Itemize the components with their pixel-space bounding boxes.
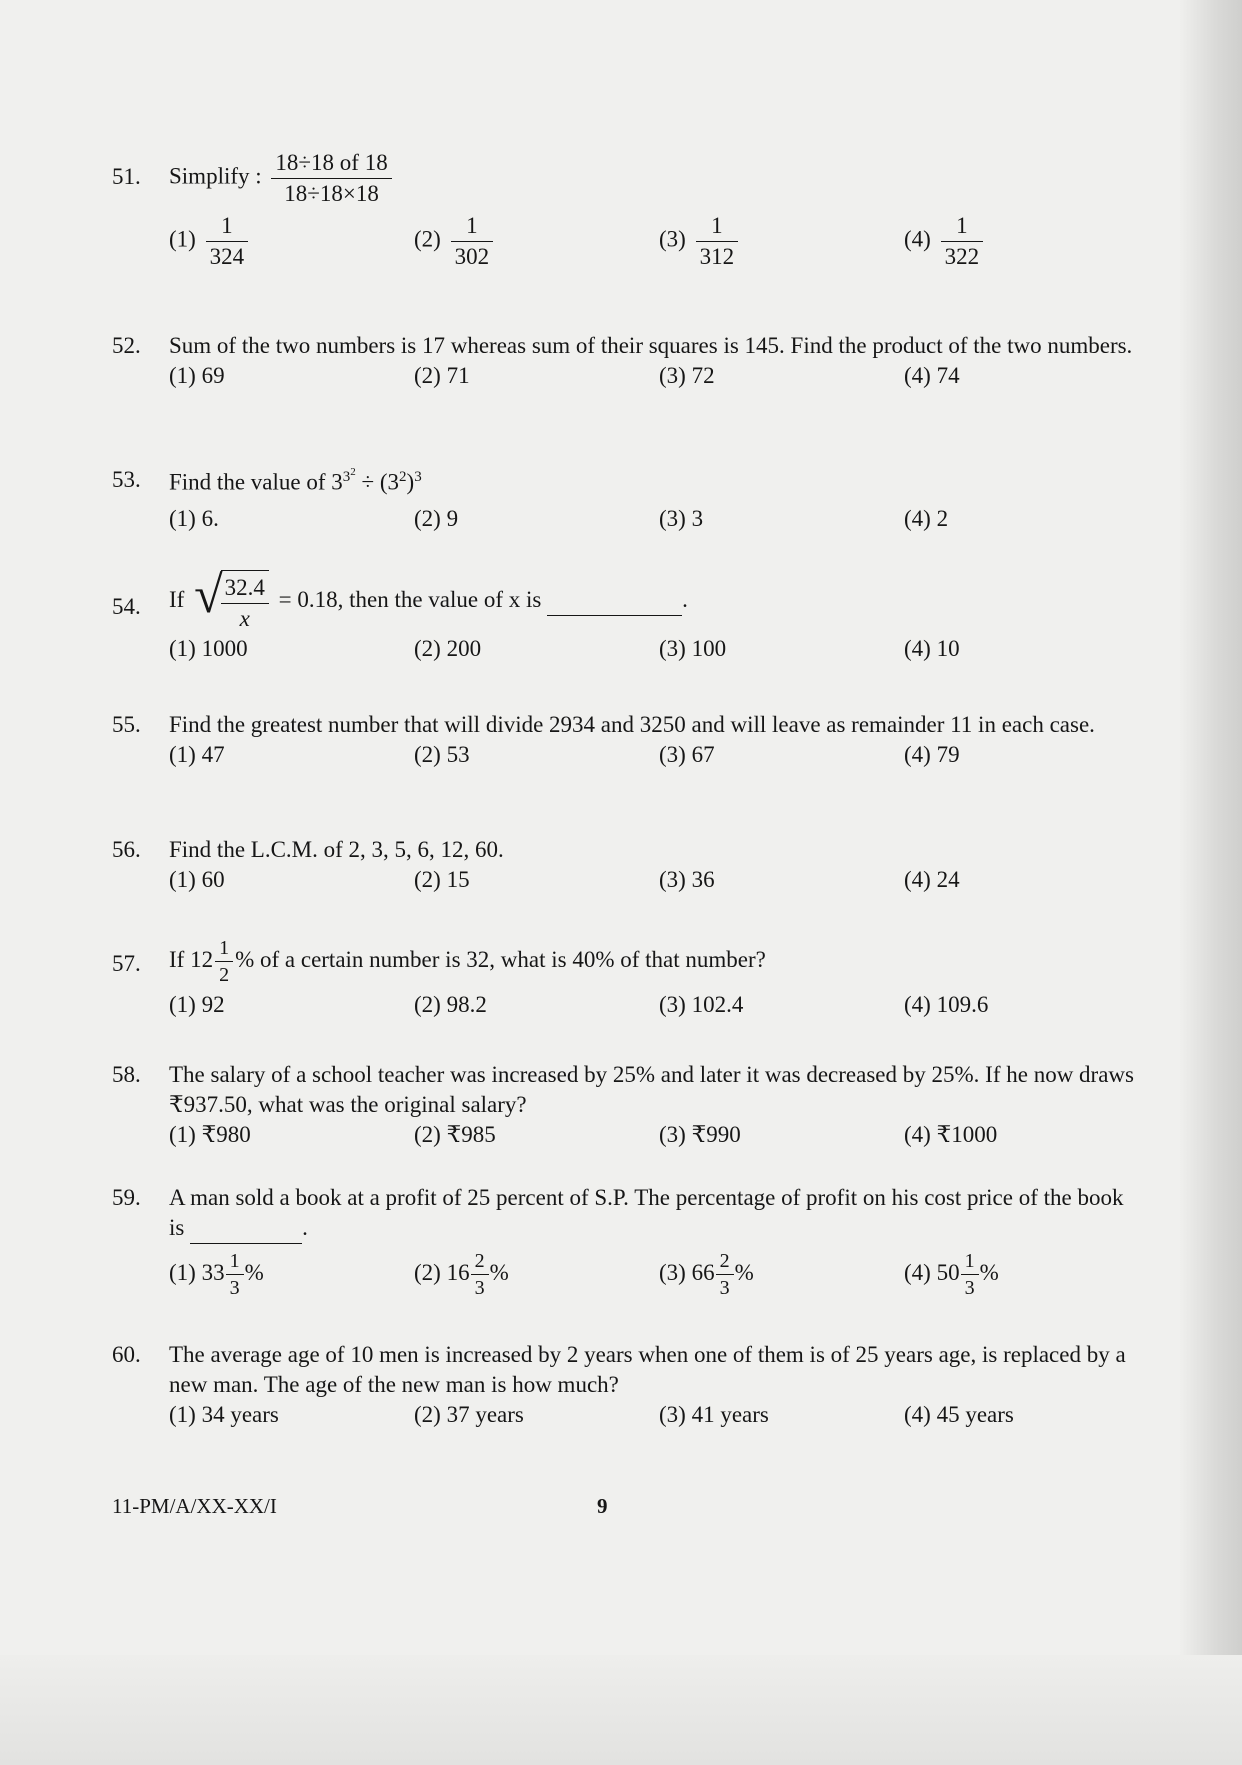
page-footer	[112, 1493, 1142, 1523]
fraction-denominator: 3	[229, 1276, 240, 1299]
question-text	[169, 148, 1142, 209]
fraction-numerator: 2	[716, 1248, 734, 1275]
answer-options	[169, 211, 1142, 273]
question-number: 53.	[112, 467, 141, 492]
question-text	[169, 465, 1142, 498]
option-2[interactable]: (2) 9	[414, 505, 459, 531]
option-4[interactable]: (4) 10	[904, 635, 960, 661]
answer-blank	[190, 1213, 302, 1244]
expression-divide: ÷ (3	[355, 469, 400, 495]
square-root	[194, 567, 269, 634]
question-number: 54.	[112, 594, 141, 619]
answer-blank	[547, 585, 682, 616]
answer-options	[169, 865, 1142, 897]
question-if: If	[169, 587, 185, 613]
option-4[interactable]: (4) 45 years	[904, 1401, 1014, 1427]
option-2[interactable]: (2) 53	[414, 741, 470, 767]
question-end: .	[302, 1214, 308, 1240]
answer-options	[169, 361, 1142, 393]
question-53	[112, 465, 1142, 536]
question-body: A man sold a book at a profit of 25 percent of S.P. The percentage of profit on his cost price of the book is	[169, 1185, 1124, 1240]
option-3[interactable]	[659, 1248, 754, 1301]
option-2[interactable]	[414, 1248, 509, 1301]
fraction-denominator: 324	[209, 243, 245, 269]
option-fraction	[206, 211, 249, 272]
answer-options	[169, 634, 1142, 666]
answer-options	[169, 1248, 1142, 1310]
option-1[interactable]: (1) 60	[169, 866, 225, 892]
option-number: (1)	[169, 226, 196, 252]
option-3[interactable]: (3) 67	[659, 741, 715, 767]
question-rest: = 0.18, then the value of x is	[278, 587, 542, 613]
fraction-denominator: 3	[719, 1276, 730, 1299]
exponent: 3	[342, 469, 351, 485]
option-2[interactable]	[414, 211, 497, 272]
question-text: The salary of a school teacher was increased by 25% and later it was decreased by 25%. If he now draws ₹937.50, what was the original salary?	[169, 1062, 1134, 1117]
option-1[interactable]: (1) 92	[169, 992, 225, 1017]
expression-close: )	[406, 469, 415, 495]
mixed-fraction	[716, 1248, 734, 1301]
option-number: (3)	[659, 226, 686, 252]
question-text	[169, 1183, 1142, 1244]
percent-sign: %	[244, 1259, 264, 1285]
option-2[interactable]: (2) 200	[414, 635, 482, 661]
answer-options	[169, 990, 1142, 1022]
option-1[interactable]	[169, 1248, 264, 1301]
question-52	[112, 331, 1142, 393]
sqrt-fraction	[221, 573, 269, 634]
fraction-denominator: x	[239, 605, 250, 631]
percent-sign: %	[979, 1259, 999, 1285]
mixed-whole: 16	[446, 1259, 470, 1285]
option-1[interactable]: (1) 69	[169, 362, 225, 388]
mixed-whole: 12	[190, 946, 214, 972]
question-number: 59.	[112, 1185, 141, 1210]
exponent: 2	[350, 466, 356, 478]
fraction-numerator: 1	[215, 935, 233, 962]
option-2[interactable]: (2) 98.2	[414, 992, 487, 1017]
expression-base: Find the value of 3	[169, 469, 343, 495]
mixed-fraction	[215, 935, 233, 988]
sqrt-icon: √	[194, 567, 223, 624]
page-number: 9	[597, 1494, 608, 1518]
question-text: Find the greatest number that will divide 2934 and 3250 and will leave as remainder 11 in each case.	[169, 712, 1095, 737]
option-4[interactable]: (4) 109.6	[904, 992, 989, 1017]
mixed-whole: 50	[936, 1259, 960, 1285]
answer-options	[169, 504, 1142, 536]
mixed-fraction	[961, 1248, 979, 1301]
option-4[interactable]	[904, 211, 987, 272]
option-number: (2)	[414, 226, 441, 252]
option-3[interactable]: (3) 36	[659, 866, 715, 892]
mixed-fraction	[471, 1248, 489, 1301]
option-number: (2)	[414, 1259, 441, 1285]
percent-sign: %	[734, 1259, 754, 1285]
mixed-whole: 33	[201, 1259, 225, 1285]
percent-sign: %	[489, 1259, 509, 1285]
option-1[interactable]: (1) 47	[169, 741, 225, 767]
paper-code: 11-PM/A/XX-XX/I	[112, 1494, 277, 1518]
question-56	[112, 835, 1142, 897]
question-number: 51.	[112, 164, 141, 189]
answer-options	[169, 740, 1142, 772]
fraction-numerator: 32.4	[221, 573, 269, 604]
fraction-denominator: 2	[219, 964, 230, 986]
option-1[interactable]: (1) ₹980	[169, 1121, 251, 1147]
option-number: (4)	[904, 1259, 931, 1285]
option-2[interactable]: (2) 37 years	[414, 1401, 524, 1427]
option-2[interactable]: (2) 15	[414, 866, 470, 892]
fraction-numerator: 1	[961, 1248, 979, 1275]
fraction-numerator: 1	[451, 211, 494, 242]
option-number: (4)	[904, 226, 931, 252]
question-text: Sum of the two numbers is 17 whereas sum of their squares is 145. Find the product of the two numbers.	[169, 333, 1133, 358]
question-end: .	[682, 587, 688, 613]
fraction-numerator: 1	[941, 211, 984, 242]
question-number: 60.	[112, 1342, 141, 1367]
option-4[interactable]	[904, 1248, 999, 1301]
option-fraction	[941, 211, 984, 272]
question-number: 57.	[112, 951, 141, 976]
option-3[interactable]: (3) 3	[659, 505, 704, 531]
question-number: 56.	[112, 837, 141, 862]
question-rest: % of a certain number is 32, what is 40% of that number?	[235, 946, 766, 972]
question-60	[112, 1340, 1142, 1432]
question-55	[112, 710, 1142, 772]
option-1[interactable]: (1) 34 years	[169, 1401, 279, 1427]
option-3[interactable]: (3) ₹990	[659, 1121, 741, 1147]
question-text	[169, 935, 1142, 988]
exponent: 2	[399, 469, 407, 485]
answer-options	[169, 1400, 1142, 1432]
question-label: Simplify :	[169, 163, 262, 189]
option-4[interactable]: (4) 74	[904, 362, 960, 388]
question-59	[112, 1183, 1142, 1310]
fraction-numerator: 2	[471, 1248, 489, 1275]
option-fraction	[451, 211, 494, 272]
option-1[interactable]	[169, 211, 252, 272]
exponent: 3	[414, 469, 422, 485]
fraction-numerator: 1	[696, 211, 739, 242]
question-if: If	[169, 946, 185, 972]
option-number: (3)	[659, 1259, 686, 1285]
option-3[interactable]	[659, 211, 742, 272]
mixed-fraction	[226, 1248, 244, 1301]
question-number: 52.	[112, 333, 141, 358]
fraction-numerator: 1	[226, 1248, 244, 1275]
question-text: Find the L.C.M. of 2, 3, 5, 6, 12, 60.	[169, 837, 504, 862]
option-4[interactable]: (4) 24	[904, 866, 960, 892]
option-3[interactable]: (3) 72	[659, 362, 715, 388]
answer-options	[169, 1120, 1142, 1152]
question-number: 55.	[112, 712, 141, 737]
question-51	[112, 148, 1142, 273]
option-3[interactable]: (3) 41 years	[659, 1401, 769, 1427]
fraction-denominator: 18÷18×18	[284, 180, 379, 206]
option-4[interactable]: (4) 2	[904, 505, 949, 531]
question-text: The average age of 10 men is increased by 2 years when one of them is of 25 years age, is replaced by a new man. The age of the new man is how much?	[169, 1342, 1126, 1397]
option-4[interactable]: (4) ₹1000	[904, 1121, 998, 1147]
option-2[interactable]: (2) 71	[414, 362, 470, 388]
fraction-denominator: 312	[699, 243, 735, 269]
option-3[interactable]: (3) 100	[659, 635, 727, 661]
option-fraction	[696, 211, 739, 272]
fraction-numerator: 1	[206, 211, 249, 242]
sqrt-body	[221, 570, 269, 634]
question-number: 58.	[112, 1062, 141, 1087]
mixed-whole: 66	[691, 1259, 715, 1285]
question-54	[112, 567, 1142, 666]
fraction-numerator: 18÷18 of 18	[271, 148, 391, 179]
option-1[interactable]: (1) 6.	[169, 505, 219, 531]
question-57	[112, 935, 1142, 1022]
option-1[interactable]: (1) 1000	[169, 635, 248, 661]
option-number: (1)	[169, 1259, 196, 1285]
expression-fraction	[271, 148, 391, 209]
fraction-denominator: 322	[944, 243, 980, 269]
fraction-denominator: 3	[964, 1276, 975, 1299]
option-3[interactable]: (3) 102.4	[659, 992, 744, 1017]
question-58	[112, 1060, 1142, 1152]
fraction-denominator: 3	[474, 1276, 485, 1299]
question-text	[169, 567, 1142, 634]
option-2[interactable]: (2) ₹985	[414, 1121, 496, 1147]
option-4[interactable]: (4) 79	[904, 741, 960, 767]
fraction-denominator: 302	[454, 243, 490, 269]
